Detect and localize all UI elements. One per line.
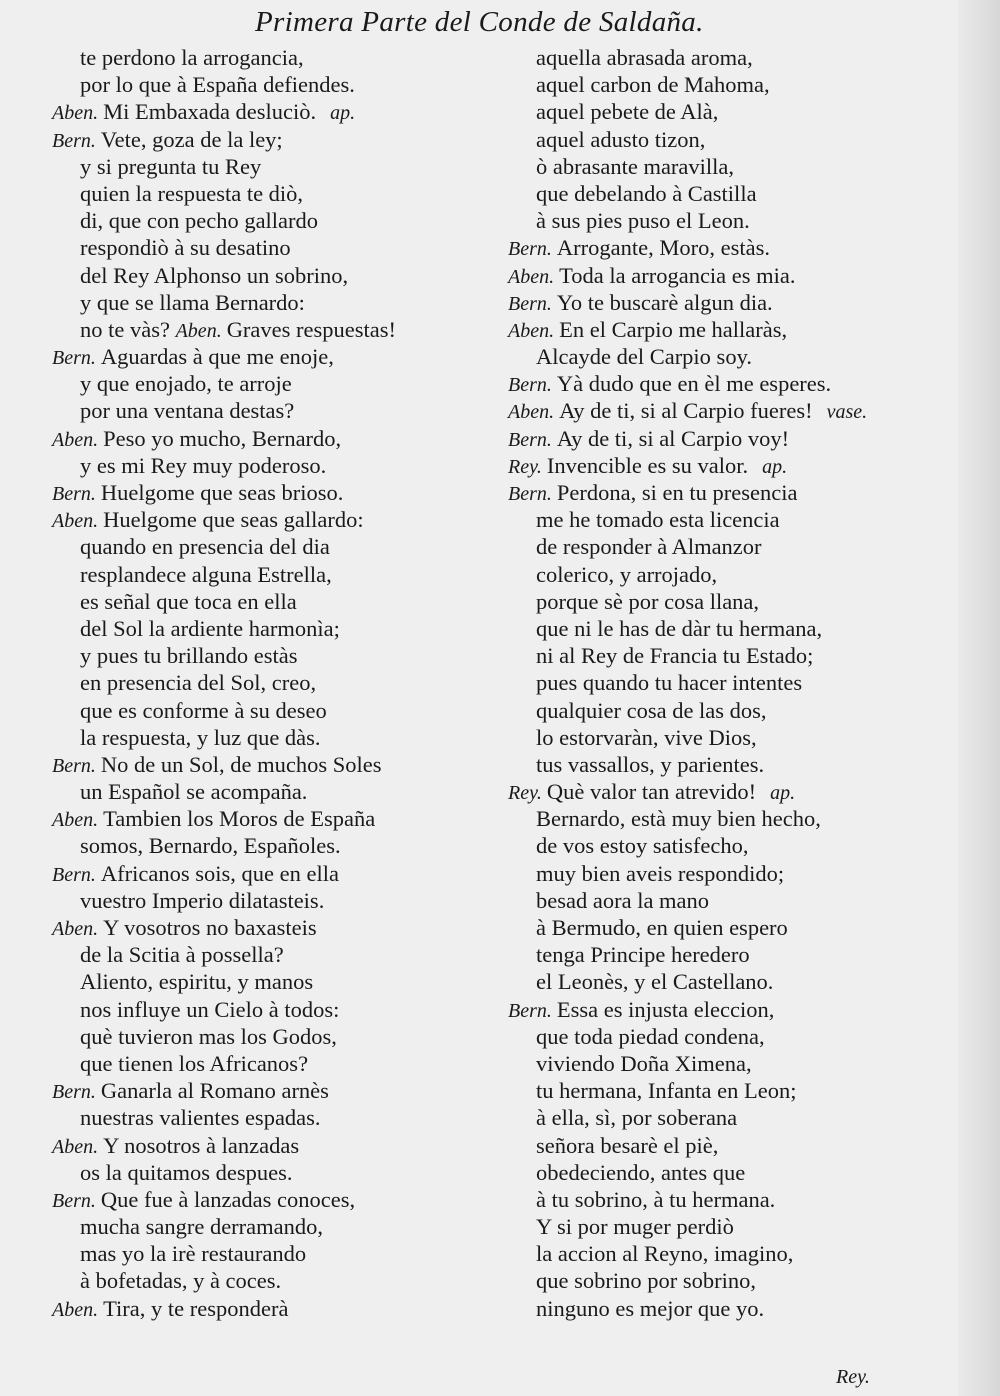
speaker-label: Rey. (508, 455, 542, 478)
verse-line (508, 860, 963, 887)
verse-text: Ay de ti, si al Carpio fueres! (559, 398, 813, 424)
speaker-label: Bern. (508, 483, 552, 505)
verse-text: Ay de ti, si al Carpio voy! (556, 425, 790, 451)
right-column (508, 44, 963, 1322)
left-column (52, 44, 492, 1322)
stage-direction: ap. (330, 102, 356, 125)
verse-text: Y nosotros à lanzadas (103, 1132, 300, 1158)
verse-line (508, 1050, 963, 1077)
verse-line (52, 615, 492, 642)
speaker-label: Aben. (508, 265, 555, 288)
speaker-label: Aben. (508, 401, 555, 424)
speaker-label: Aben. (52, 1135, 99, 1158)
verse-line (52, 153, 492, 180)
verse-text: nuestras valientes espadas. (80, 1105, 321, 1131)
verse-text: Aliento, espiritu, y manos (80, 969, 314, 995)
verse-text: por una ventana destas? (80, 398, 295, 424)
verse-line (52, 343, 492, 370)
verse-line (52, 1050, 492, 1077)
speaker-label: Aben. (52, 918, 99, 940)
stage-direction: ap. (770, 782, 796, 805)
verse-text: quien la respuesta te diò, (80, 180, 304, 206)
verse-text: que sobrino por sobrino, (536, 1268, 756, 1294)
verse-text: que es conforme à su deseo (80, 697, 327, 723)
speaker-label: Bern. (52, 483, 96, 505)
catchword: Rey. (836, 1366, 870, 1388)
verse-text: muy bien aveis respondido; (536, 860, 785, 886)
verse-text: à ella, sì, por soberana (536, 1105, 738, 1131)
verse-line (52, 561, 492, 588)
verse-text: pues quando tu hacer intentes (536, 670, 803, 696)
verse-line (52, 1186, 492, 1213)
verse-text: besad aora la mano (536, 887, 710, 913)
verse-line (508, 832, 963, 859)
verse-line (508, 234, 963, 261)
verse-line (52, 1023, 492, 1050)
verse-line (508, 887, 963, 914)
verse-text: obedeciendo, antes que (536, 1159, 746, 1185)
verse-text: aquel adusto tizon, (536, 126, 706, 152)
speaker-label: Bern. (508, 292, 552, 315)
verse-line (508, 1267, 963, 1294)
facing-page-shadow (958, 0, 1000, 1396)
verse-line (52, 778, 492, 805)
speaker-label: Bern. (508, 238, 552, 261)
verse-text: que ni le has de dàr tu hermana, (536, 615, 823, 641)
verse-line (508, 941, 963, 968)
stage-direction: vase. (826, 401, 868, 424)
verse-text: señora besarè el piè, (536, 1132, 719, 1158)
verse-line (52, 180, 492, 207)
verse-text: Què valor tan atrevido! (546, 779, 757, 805)
verse-line (52, 71, 492, 98)
verse-line (508, 425, 963, 452)
verse-line (508, 914, 963, 941)
verse-line (52, 1295, 492, 1322)
verse-text: el Leonès, y el Castellano. (536, 969, 774, 995)
verse-text: nos influye un Cielo à todos: (80, 996, 340, 1022)
verse-line (52, 805, 492, 832)
verse-text: y es mi Rey muy poderoso. (80, 452, 327, 478)
verse-line (52, 1104, 492, 1131)
verse-line (52, 234, 492, 261)
speaker-label: Bern. (52, 347, 96, 370)
verse-line (52, 506, 492, 533)
verse-line (508, 1104, 963, 1131)
verse-text: del Rey Alphonso un sobrino, (80, 262, 349, 288)
verse-line (52, 751, 492, 778)
verse-line (508, 316, 963, 343)
verse-line (52, 724, 492, 751)
verse-text: Invencible es su valor. (546, 452, 749, 478)
verse-text: tenga Principe heredero (536, 942, 750, 968)
verse-line (52, 126, 492, 153)
verse-text: un Español se acompaña. (80, 779, 308, 805)
verse-line (52, 479, 492, 506)
stage-direction: ap. (762, 455, 788, 478)
verse-text: à sus pies puso el Leon. (536, 208, 750, 234)
verse-line (508, 262, 963, 289)
verse-line (508, 44, 963, 71)
verse-text: que tienen los Africanos? (80, 1050, 309, 1076)
verse-text: Que fue à lanzadas conoces, (100, 1186, 356, 1212)
verse-line (52, 968, 492, 995)
verse-text: y que se llama Bernardo: (80, 289, 305, 315)
verse-line (508, 588, 963, 615)
verse-line (52, 887, 492, 914)
verse-line (52, 1267, 492, 1294)
verse-line (508, 98, 963, 125)
verse-line (508, 1240, 963, 1267)
verse-text: à bofetadas, y à coces. (80, 1268, 282, 1294)
verse-line (52, 370, 492, 397)
verse-line (52, 860, 492, 887)
verse-line (508, 180, 963, 207)
verse-text: No de un Sol, de muchos Soles (100, 751, 382, 777)
verse-line (52, 941, 492, 968)
verse-line (508, 479, 963, 506)
verse-text: y que enojado, te arroje (80, 371, 292, 397)
verse-text: Huelgome que seas brioso. (100, 480, 344, 505)
verse-text: respondiò à su desatino (80, 235, 291, 261)
verse-text: Ganarla al Romano arnès (100, 1078, 329, 1104)
speaker-label: Aben. (52, 1298, 99, 1321)
verse-text: aquel pebete de Alà, (536, 99, 719, 125)
verse-text: à Bermudo, en quien espero (536, 915, 788, 940)
verse-text: qualquier cosa de las dos, (536, 697, 767, 723)
verse-text: Toda la arrogancia es mia. (559, 262, 796, 288)
verse-text: Aguardas à que me enoje, (100, 344, 334, 370)
verse-text: quando en presencia del dia (80, 534, 330, 560)
verse-line (52, 1159, 492, 1186)
verse-text: què tuvieron mas los Godos, (80, 1023, 337, 1049)
running-header: Primera Parte del Conde de Saldaña. (255, 6, 704, 38)
verse-line (508, 642, 963, 669)
verse-text: de la Scitia à possella? (80, 942, 284, 968)
verse-line (508, 71, 963, 98)
verse-text: resplandece alguna Estrella, (80, 561, 332, 587)
verse-line (52, 452, 492, 479)
verse-line (52, 1240, 492, 1267)
verse-line (508, 697, 963, 724)
verse-text: Essa es injusta eleccion, (556, 996, 775, 1022)
verse-line (52, 262, 492, 289)
verse-text: te perdono la arrogancia, (80, 45, 304, 70)
verse-line (508, 126, 963, 153)
verse-line (508, 669, 963, 696)
verse-line (508, 370, 963, 397)
verse-line (508, 778, 963, 805)
verse-line (508, 724, 963, 751)
verse-line (52, 642, 492, 669)
verse-text: Y vosotros no baxasteis (103, 915, 317, 940)
speaker-label: Bern. (508, 374, 552, 397)
speaker-label: Bern. (52, 129, 96, 152)
verse-text: Bernardo, està muy bien hecho, (536, 806, 821, 832)
speaker-label: Bern. (508, 428, 552, 451)
verse-text: me he tomado esta licencia (536, 507, 780, 533)
verse-line (52, 207, 492, 234)
verse-line (52, 397, 492, 424)
verse-line (508, 343, 963, 370)
verse-text: ni al Rey de Francia tu Estado; (536, 643, 814, 669)
verse-line (52, 44, 492, 71)
speaker-label: Rey. (508, 782, 542, 805)
verse-line (52, 697, 492, 724)
verse-line (52, 425, 492, 452)
verse-line (508, 1023, 963, 1050)
verse-text: por lo que à España defiendes. (80, 72, 355, 98)
verse-text: di, que con pecho gallardo (80, 208, 319, 234)
verse-line (508, 561, 963, 588)
verse-line (52, 588, 492, 615)
verse-text: tu hermana, Infanta en Leon; (536, 1078, 797, 1104)
verse-text: mucha sangre derramando, (80, 1214, 324, 1240)
verse-line (508, 968, 963, 995)
verse-line (508, 1159, 963, 1186)
verse-text: la respuesta, y luz que dàs. (80, 724, 321, 750)
speaker-label: Aben. (175, 319, 222, 342)
verse-text: Graves respuestas! (226, 316, 396, 342)
verse-line (508, 1077, 963, 1104)
verse-text: Perdona, si en tu presencia (556, 480, 798, 505)
verse-text: Tambien los Moros de España (103, 806, 376, 832)
verse-text: y si pregunta tu Rey (80, 153, 262, 179)
verse-text: Africanos sois, que en ella (100, 860, 339, 886)
verse-line (52, 98, 492, 125)
verse-line (52, 1213, 492, 1240)
verse-text: Vete, goza de la ley; (100, 126, 283, 152)
verse-line (508, 1213, 963, 1240)
verse-text: mas yo la irè restaurando (80, 1241, 307, 1267)
verse-line (52, 289, 492, 316)
verse-text: à tu sobrino, à tu hermana. (536, 1186, 776, 1212)
verse-text: os la quitamos despues. (80, 1159, 293, 1185)
verse-line (508, 506, 963, 533)
verse-text: Huelgome que seas gallardo: (103, 507, 364, 533)
verse-text: Alcayde del Carpio soy. (536, 344, 752, 370)
verse-text: en presencia del Sol, creo, (80, 670, 317, 696)
verse-line (52, 832, 492, 859)
verse-text: es señal que toca en ella (80, 588, 297, 614)
verse-text: Yà dudo que en èl me esperes. (556, 371, 832, 397)
speaker-label: Bern. (52, 863, 96, 886)
verse-line (508, 1186, 963, 1213)
verse-text: En el Carpio me hallaràs, (559, 316, 788, 342)
verse-text: porque sè por cosa llana, (536, 588, 760, 614)
verse-text: aquel carbon de Mahoma, (536, 72, 770, 98)
verse-line (52, 316, 492, 343)
verse-line (52, 1132, 492, 1159)
verse-text: y pues tu brillando estàs (80, 643, 298, 669)
verse-line (508, 452, 963, 479)
verse-text: del Sol la ardiente harmonìa; (80, 615, 340, 641)
verse-line (508, 1132, 963, 1159)
verse-text: tus vassallos, y parientes. (536, 751, 765, 777)
verse-text: de vos estoy satisfecho, (536, 833, 749, 859)
speaker-label: Bern. (52, 754, 96, 777)
speaker-label: Aben. (52, 809, 99, 832)
verse-line (508, 615, 963, 642)
verse-text: Yo te buscarè algun dia. (556, 289, 773, 315)
speaker-label: Aben. (52, 428, 99, 451)
speaker-label: Bern. (52, 1081, 96, 1104)
verse-text: Tira, y te responderà (103, 1295, 289, 1321)
verse-text: Mi Embaxada desluciò. (103, 99, 317, 125)
verse-line (52, 1077, 492, 1104)
speaker-label: Aben. (52, 102, 99, 125)
verse-line (508, 397, 963, 424)
verse-line (508, 751, 963, 778)
verse-text: que debelando à Castilla (536, 180, 757, 206)
speaker-label: Bern. (508, 999, 552, 1022)
verse-text: la accion al Reyno, imagino, (536, 1241, 794, 1267)
verse-text: que toda piedad condena, (536, 1023, 765, 1049)
verse-text: colerico, y arrojado, (536, 561, 718, 587)
speaker-label: Bern. (52, 1189, 96, 1212)
verse-line (52, 533, 492, 560)
verse-text: Peso yo mucho, Bernardo, (103, 425, 342, 451)
verse-line (52, 669, 492, 696)
verse-text: ò abrasante maravilla, (536, 153, 735, 179)
verse-line (52, 914, 492, 941)
speaker-label: Aben. (52, 510, 99, 533)
verse-line (508, 533, 963, 560)
verse-text: ninguno es mejor que yo. (536, 1295, 765, 1321)
verse-line (508, 1295, 963, 1322)
verse-text: de responder à Almanzor (536, 534, 762, 560)
verse-line (508, 996, 963, 1023)
verse-text: Y si por muger perdiò (536, 1214, 734, 1240)
verse-text: vuestro Imperio dilatasteis. (80, 887, 325, 913)
speaker-label: Aben. (508, 319, 555, 342)
verse-text: no te vàs? (80, 316, 170, 342)
verse-line (508, 153, 963, 180)
verse-line (508, 207, 963, 234)
verse-text: lo estorvaràn, vive Dios, (536, 724, 757, 750)
verse-text: Arrogante, Moro, estàs. (556, 235, 770, 261)
verse-text: aquella abrasada aroma, (536, 45, 753, 70)
verse-text: viviendo Doña Ximena, (536, 1050, 752, 1076)
verse-line (508, 805, 963, 832)
verse-text: somos, Bernardo, Españoles. (80, 833, 341, 859)
verse-line (52, 996, 492, 1023)
verse-line (508, 289, 963, 316)
